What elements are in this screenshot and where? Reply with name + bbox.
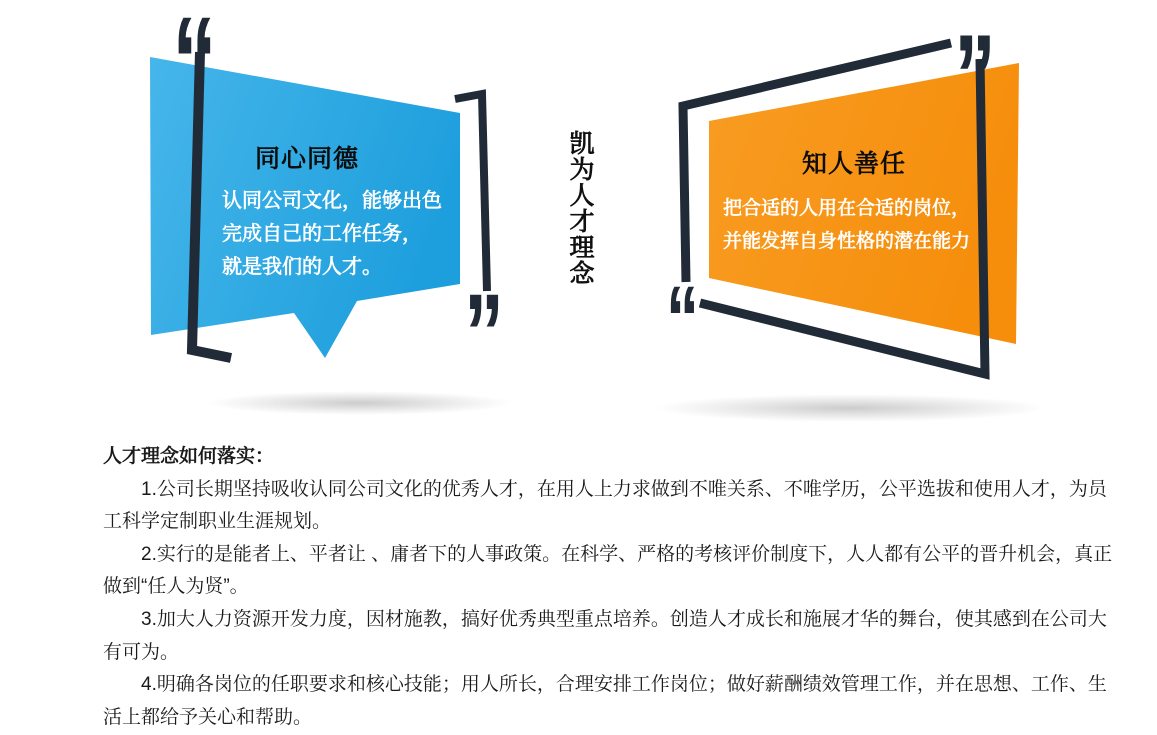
open-quote-icon: “ — [666, 266, 699, 370]
right-card-shadow — [654, 394, 1046, 422]
left-card-body-line: 完成自己的工作任务， — [222, 223, 422, 245]
implementation-paragraph: 3.加大人力资源开发力度，因材施教，搞好优秀典型重点培养。创造人才成长和施展才华的舞台，使其感到在公司大有可为。 — [103, 608, 1107, 663]
left-card-title: 同心同德 — [255, 145, 360, 173]
left-card-body — [222, 185, 442, 284]
center-vertical-title: 凯为人才理念 — [566, 130, 594, 286]
implementation-paragraph: 4.明确各岗位的任职要求和核心技能；用人所长，合理安排工作岗位；做好薪酬绩效管理工作，并在思想、工作、生活上都给予关心和帮助。 — [103, 674, 1107, 728]
right-card-body-line: 并能发挥自身性格的潜在能力 — [723, 231, 971, 252]
implementation-paragraph: 2.实行的是能者上、平者让 、庸者下的人事政策。在科学、严格的考核评价制度下，人人都有公平的晋升机会，真正做到“任人为贤”。 — [103, 543, 1113, 598]
close-quote-icon: ” — [464, 271, 504, 396]
left-card-body-line: 认同公司文化，能够出色 — [222, 190, 442, 212]
implementation-heading: 人才理念如何落实： — [103, 446, 275, 467]
open-quote-icon: “ — [172, 0, 217, 133]
right-card-title: 知人善任 — [802, 150, 907, 178]
implementation-section — [103, 441, 1115, 734]
right-card-body — [723, 192, 970, 258]
implementation-paragraph: 1.公司长期坚持吸收认同公司文化的优秀人才，在用人上力求做到不唯关系、不唯学历，公平选拔和使用人才，为员工科学定制职业生涯规划。 — [103, 478, 1107, 533]
right-card-body-line: 把合适的人用在合适的岗位， — [723, 198, 971, 219]
left-card-body-line: 就是我们的人才。 — [222, 256, 382, 278]
close-quote-icon: ” — [954, 10, 996, 142]
